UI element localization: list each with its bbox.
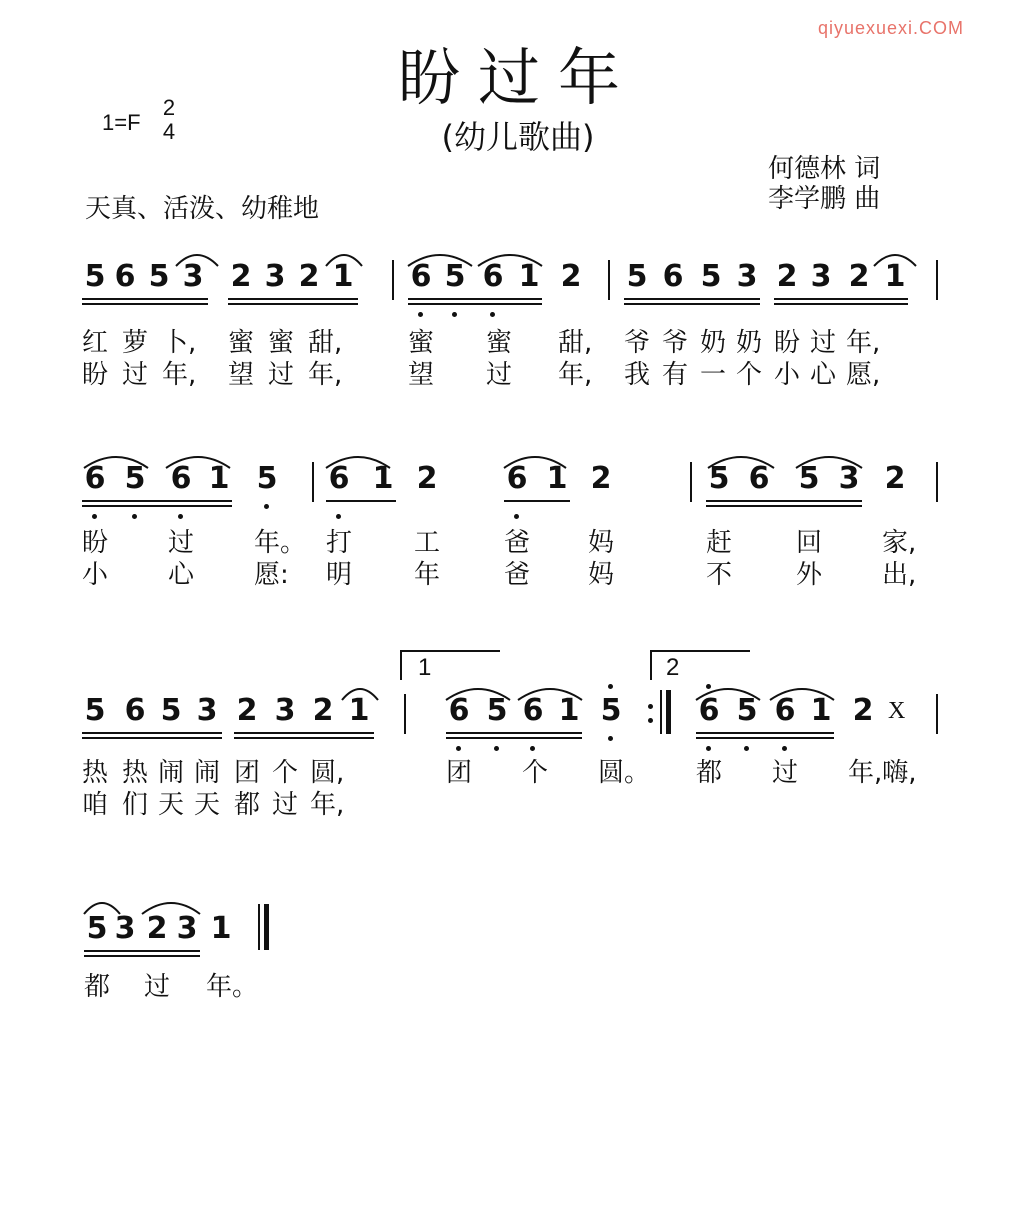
- repeat-dot: [648, 718, 653, 723]
- lyric: 都: [84, 972, 111, 1002]
- octave-dot: [706, 746, 711, 751]
- note: 6: [124, 693, 146, 728]
- note: 5: [86, 911, 108, 946]
- lyric: 年。: [206, 972, 259, 1002]
- lyric: 年,嗨,: [848, 758, 917, 788]
- composer-credit: 李学鹏 曲: [768, 184, 881, 214]
- octave-dot: [514, 514, 519, 519]
- lyric: 爷: [624, 328, 651, 358]
- lyric: 个: [736, 360, 763, 390]
- note: 5: [444, 259, 466, 294]
- beam: [326, 500, 396, 502]
- note: 6: [410, 259, 432, 294]
- note: 3: [736, 259, 758, 294]
- lyric: 我: [624, 360, 651, 390]
- octave-dot: [132, 514, 137, 519]
- octave-dot: [744, 746, 749, 751]
- note: 6: [482, 259, 504, 294]
- beam: [84, 955, 200, 957]
- lyric: 闹: [158, 758, 185, 788]
- note: 6: [448, 693, 470, 728]
- slur: [704, 452, 778, 470]
- note: 3: [810, 259, 832, 294]
- lyric: 奶: [736, 328, 763, 358]
- lyric: 愿:: [254, 560, 289, 590]
- lyric: 小: [82, 560, 109, 590]
- beam: [408, 303, 542, 305]
- note: 5: [160, 693, 182, 728]
- slur: [322, 250, 366, 268]
- beam: [82, 500, 232, 502]
- beam: [774, 298, 908, 300]
- slur: [442, 684, 514, 702]
- note: 2: [416, 461, 438, 496]
- octave-dot: [530, 746, 535, 751]
- note: 1: [884, 259, 906, 294]
- lyric: 都: [696, 758, 723, 788]
- bar-line: [312, 462, 314, 502]
- octave-dot: [178, 514, 183, 519]
- time-signature: [158, 96, 180, 144]
- beam: [82, 505, 232, 507]
- beam: [228, 298, 358, 300]
- slur: [338, 684, 382, 702]
- beam: [446, 732, 582, 734]
- bar-line: [936, 462, 938, 502]
- slur: [80, 898, 124, 916]
- beam: [696, 732, 834, 734]
- octave-dot: [608, 684, 613, 689]
- beam: [706, 505, 862, 507]
- slur: [80, 452, 152, 470]
- lyric: 天: [194, 790, 221, 820]
- lyric: 都: [234, 790, 261, 820]
- beam: [696, 737, 834, 739]
- note: 5: [736, 693, 758, 728]
- beam: [504, 500, 570, 502]
- lyric: 蜜: [268, 328, 295, 358]
- octave-dot: [608, 736, 613, 741]
- lyric: 年。: [254, 528, 307, 558]
- slur: [692, 684, 764, 702]
- key-signature: 1=F: [102, 110, 141, 135]
- x-mark: X: [888, 698, 906, 724]
- beam: [774, 303, 908, 305]
- beam: [84, 950, 200, 952]
- slur: [162, 452, 234, 470]
- lyric: 卜,: [162, 328, 197, 358]
- lyric: 赶: [706, 528, 733, 558]
- octave-dot: [490, 312, 495, 317]
- lyric: 爸: [504, 560, 531, 590]
- lyric: 过: [168, 528, 195, 558]
- note: 2: [230, 259, 252, 294]
- repeat-dot: [648, 704, 653, 709]
- volta-number-1: 1: [418, 654, 432, 681]
- lyricist-credit: 何德林 词: [768, 154, 881, 184]
- bar-line: [936, 260, 938, 300]
- note: 5: [798, 461, 820, 496]
- lyric: 年: [414, 560, 441, 590]
- lyric: 过: [272, 790, 299, 820]
- bar-line: [936, 694, 938, 734]
- bar-line: [392, 260, 394, 300]
- lyric: 们: [122, 790, 149, 820]
- lyric: 过: [122, 360, 149, 390]
- lyric: 不: [706, 560, 733, 590]
- note: 3: [182, 259, 204, 294]
- note: 6: [328, 461, 350, 496]
- lyric: 出,: [882, 560, 917, 590]
- note: 1: [372, 461, 394, 496]
- beam: [82, 303, 208, 305]
- lyric: 望: [228, 360, 255, 390]
- lyric: 年,: [558, 360, 593, 390]
- beam: [706, 500, 862, 502]
- beam: [408, 298, 542, 300]
- lyric: 打: [326, 528, 353, 558]
- note: 2: [848, 259, 870, 294]
- note: 5: [700, 259, 722, 294]
- beam: [82, 737, 222, 739]
- note: 5: [124, 461, 146, 496]
- slur: [514, 684, 586, 702]
- note: 1: [558, 693, 580, 728]
- note: 1: [210, 911, 232, 946]
- note: 5: [600, 693, 622, 728]
- lyric: 有: [662, 360, 689, 390]
- lyric: 爸: [504, 528, 531, 558]
- volta-bracket-2: [650, 650, 750, 680]
- beam: [228, 303, 358, 305]
- lyric: 蜜: [408, 328, 435, 358]
- volta-bracket-1: [400, 650, 500, 680]
- octave-dot: [92, 514, 97, 519]
- song-title: 盼过年: [397, 41, 638, 114]
- note: 3: [838, 461, 860, 496]
- lyric: 过: [144, 972, 171, 1002]
- note: 5: [626, 259, 648, 294]
- lyric: 过: [772, 758, 799, 788]
- slur: [172, 250, 222, 268]
- beam: [446, 737, 582, 739]
- repeat-bar-thick: [666, 690, 671, 734]
- lyric: 工: [414, 528, 441, 558]
- note: 6: [506, 461, 528, 496]
- slur: [474, 250, 546, 268]
- note: 2: [298, 259, 320, 294]
- note: 1: [348, 693, 370, 728]
- octave-dot: [264, 504, 269, 509]
- lyric: 妈: [588, 528, 615, 558]
- lyric: 个: [272, 758, 299, 788]
- note: 6: [84, 461, 106, 496]
- lyric: 团: [446, 758, 473, 788]
- lyric: 年,: [308, 360, 343, 390]
- note: 6: [170, 461, 192, 496]
- bar-line: [690, 462, 692, 502]
- note: 3: [264, 259, 286, 294]
- lyric: 甜,: [558, 328, 593, 358]
- lyric: 年,: [310, 790, 345, 820]
- octave-dot: [336, 514, 341, 519]
- lyric: 外: [796, 560, 823, 590]
- note: 6: [698, 693, 720, 728]
- lyric: 年,: [846, 328, 881, 358]
- final-bar-thin: [258, 904, 260, 950]
- lyric: 热: [82, 758, 109, 788]
- slur: [870, 250, 920, 268]
- lyric: 愿,: [846, 360, 881, 390]
- song-subtitle: (幼儿歌曲): [441, 118, 595, 156]
- lyric: 爷: [662, 328, 689, 358]
- note: 3: [176, 911, 198, 946]
- octave-dot: [782, 746, 787, 751]
- note: 2: [776, 259, 798, 294]
- lyric: 小: [774, 360, 801, 390]
- watermark: qiyuexuexi.COM: [818, 18, 965, 38]
- final-bar-thick: [264, 904, 269, 950]
- lyric: 萝: [122, 328, 149, 358]
- lyric: 圆。: [598, 758, 651, 788]
- slur: [404, 250, 476, 268]
- lyric: 咱: [82, 790, 109, 820]
- volta-number-2: 2: [666, 654, 680, 681]
- octave-dot: [456, 746, 461, 751]
- note: 3: [114, 911, 136, 946]
- note: 5: [708, 461, 730, 496]
- note: 1: [332, 259, 354, 294]
- lyric: 回: [796, 528, 823, 558]
- note: 2: [884, 461, 906, 496]
- lyric: 盼: [82, 528, 109, 558]
- note: 6: [662, 259, 684, 294]
- lyric: 过: [486, 360, 513, 390]
- slur: [138, 898, 204, 916]
- lyric: 红: [82, 328, 109, 358]
- note: 3: [196, 693, 218, 728]
- lyric: 奶: [700, 328, 727, 358]
- octave-dot: [452, 312, 457, 317]
- beam: [82, 732, 222, 734]
- tempo-marking: 天真、活泼、幼稚地: [85, 194, 320, 224]
- slur: [500, 452, 570, 470]
- note: 6: [522, 693, 544, 728]
- meter-top: 2: [162, 95, 176, 120]
- lyric: 年,: [162, 360, 197, 390]
- bar-line: [404, 694, 406, 734]
- beam: [234, 737, 374, 739]
- lyric: 闹: [194, 758, 221, 788]
- repeat-bar-thin: [660, 690, 662, 734]
- lyric: 蜜: [228, 328, 255, 358]
- note: 5: [256, 461, 278, 496]
- note: 1: [518, 259, 540, 294]
- note: 2: [560, 259, 582, 294]
- beam: [624, 303, 760, 305]
- lyric: 妈: [588, 560, 615, 590]
- slur: [322, 452, 394, 470]
- beam: [82, 298, 208, 300]
- slur: [792, 452, 866, 470]
- octave-dot: [494, 746, 499, 751]
- note: 5: [148, 259, 170, 294]
- note: 1: [810, 693, 832, 728]
- meter-bottom: 4: [162, 119, 176, 144]
- beam: [624, 298, 760, 300]
- note: 6: [114, 259, 136, 294]
- lyric: 热: [122, 758, 149, 788]
- bar-line: [608, 260, 610, 300]
- note: 1: [208, 461, 230, 496]
- note: 6: [748, 461, 770, 496]
- octave-dot: [418, 312, 423, 317]
- lyric: 盼: [774, 328, 801, 358]
- lyric: 明: [326, 560, 353, 590]
- lyric: 团: [234, 758, 261, 788]
- note: 5: [84, 693, 106, 728]
- note: 5: [84, 259, 106, 294]
- note: 6: [774, 693, 796, 728]
- note: 2: [236, 693, 258, 728]
- lyric: 望: [408, 360, 435, 390]
- lyric: 一: [700, 360, 727, 390]
- lyric: 个: [522, 758, 549, 788]
- note: 2: [312, 693, 334, 728]
- lyric: 过: [810, 328, 837, 358]
- lyric: 蜜: [486, 328, 513, 358]
- lyric: 天: [158, 790, 185, 820]
- note: 2: [146, 911, 168, 946]
- note: 2: [590, 461, 612, 496]
- lyric: 家,: [882, 528, 917, 558]
- lyric: 盼: [82, 360, 109, 390]
- note: 3: [274, 693, 296, 728]
- note: 5: [486, 693, 508, 728]
- lyric: 心: [168, 560, 195, 590]
- lyric: 甜,: [308, 328, 343, 358]
- note: 1: [546, 461, 568, 496]
- lyric: 圆,: [310, 758, 345, 788]
- lyric: 过: [268, 360, 295, 390]
- lyric: 心: [810, 360, 837, 390]
- beam: [234, 732, 374, 734]
- note: 2: [852, 693, 874, 728]
- slur: [766, 684, 838, 702]
